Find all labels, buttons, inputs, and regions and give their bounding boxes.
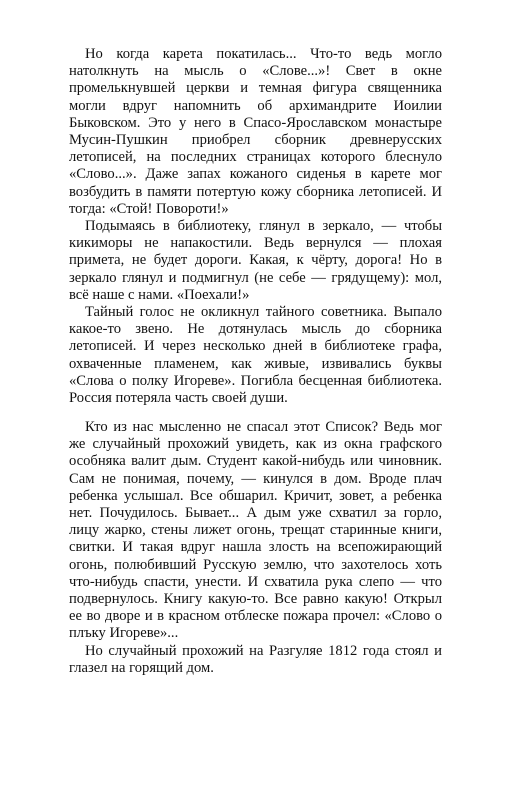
paragraph: Но случайный прохожий на Разгуляе 1812 года стоял и глазел на горящий дом.: [69, 642, 442, 676]
paragraph: Кто из нас мысленно не спасал этот Список? Ведь мог же случайный прохожий увидеть, как из окна графского особняка валит дым. Студент какой-нибудь или чиновник. Сам не понимая, почему, — кинулся в дом. Вроде плач ребенка услышал. Все обшарил. Кричит, зовет, а ребенка нет. Почудилось. Бывает... А дым уже схватил за горло, лицу жарко, стены лижет огонь, трещат старинные книги, свитки. И такая вдруг нашла злость на всепожирающий огонь, полюбивший Русскую землю, что захотелось хоть что-нибудь спасти, унести. И схватила рука слепо — что подвернулось. Книгу какую-то. Все равно какую! Открыл ее во дворе и в красном отблеске пожара прочел: «Слово о плъку Игореве»...: [69, 419, 442, 642]
paragraph: Подымаясь в библиотеку, глянул в зеркало, — чтобы кикиморы не напакостили. Ведь вернулся — плохая примета, не будет дороги. Какая, к чёрту, дорога! Но в зеркало глянул и подмигнул (не себе — грядущему): мол, всё наше с нами. «Поехали!»: [69, 218, 442, 303]
paragraph: Но когда карета покатилась... Что-то ведь могло натолкнуть на мысль о «Слове...»! Свет в окне промелькнувшей церкви и темная фигура священника могли вдруг напомнить об архимандрите Иоилии Быковском. Это у него в Спасо-Ярославском монастыре Мусин-Пушкин приобрел сборник древнерусских летописей, на последних страницах которого блеснуло «Слово...». Даже запах кожаного сиденья в карете мог возбудить в памяти потертую кожу сборника летописей. И тогда: «Стой! Повороти!»: [69, 46, 442, 217]
text-section-2: [69, 419, 442, 677]
text-section-1: [69, 46, 442, 407]
paragraph: Тайный голос не окликнул тайного советника. Выпало какое-то звено. Не дотянулась мысль до сборника летописей. И через несколько дней в библиотеке графа, охваченные пламенем, как живые, извивались буквы «Слова о полку Игореве». Погибла бесценная библиотека. Россия потеряла часть своей души.: [69, 304, 442, 407]
